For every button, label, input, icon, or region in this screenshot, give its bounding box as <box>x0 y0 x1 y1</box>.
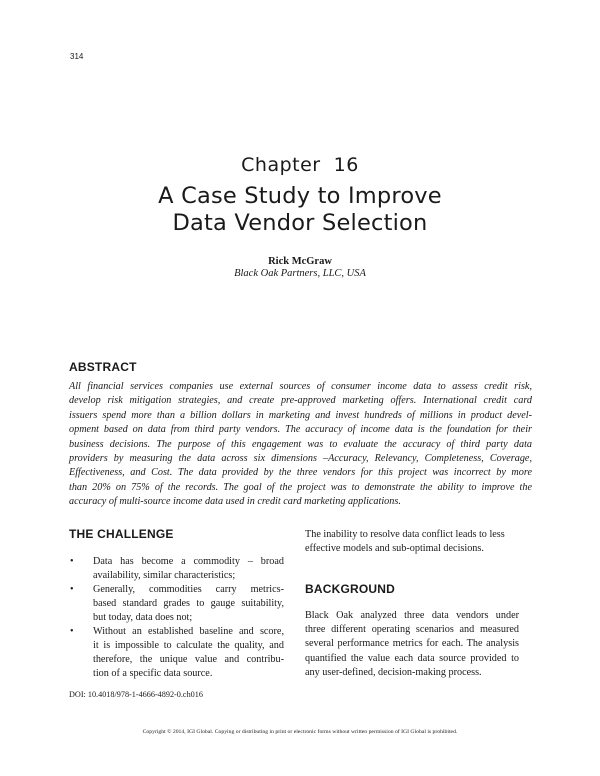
abstract-line: providers by measuring the data across six dimensions –Accuracy, Relevancy, Completeness, Coverage, <box>69 453 532 465</box>
chapter-label: Chapter 16 <box>241 154 359 176</box>
bullet-line: therefore, the unique value and contribu- <box>93 654 284 665</box>
challenge-bullet-list <box>69 555 284 681</box>
abstract-line: opment based on data from third party vendors. The accuracy of income data is the foundation for their <box>69 424 532 436</box>
bullet-line: it is impossible to calculate the quality, and <box>93 640 284 651</box>
chapter-title-line: Data Vendor Selection <box>172 210 428 236</box>
author-name: Rick McGraw <box>268 256 332 267</box>
challenge-heading: THE CHALLENGE <box>69 527 174 541</box>
bullet-line: tion of a specific data source. <box>93 668 213 679</box>
page-number: 314 <box>70 52 84 61</box>
abstract-line: accuracy of multi-source income data used in credit card marketing applications. <box>69 496 401 508</box>
list-item <box>69 583 284 625</box>
chapter-title-line: A Case Study to Improve <box>158 183 442 209</box>
paragraph-line: several performance metrics for each. The analysis <box>305 638 519 650</box>
conflict-paragraph <box>305 528 519 556</box>
paragraph-line: effective models and sub-optimal decisions. <box>305 543 484 554</box>
abstract-body <box>69 380 532 510</box>
bullet-line: but today, data does not; <box>93 612 193 623</box>
abstract-line: issuers spend more than a billion dollars in marketing and invest hundreds of millions in product devel- <box>69 409 532 421</box>
abstract-line: Effectiveness, and Cost. The data provided by the three vendors for this project was incorrect by more <box>69 467 532 479</box>
abstract-line: develop risk mitigation strategies, and create pre-approved marketing offers. International credit card <box>69 395 532 407</box>
bullet-line: availability, similar characteristics; <box>93 570 236 581</box>
paragraph-line: Black Oak analyzed three data vendors under <box>305 610 519 621</box>
paragraph-line: three different operating scenarios and measured <box>305 624 519 636</box>
background-body <box>305 609 519 680</box>
paragraph-line: The inability to resolve data conflict leads to less <box>305 529 505 540</box>
abstract-line: All financial services companies use external sources of consumer income data to assess credit risk, <box>69 381 532 392</box>
list-item <box>69 555 284 583</box>
abstract-line: business decisions. The purpose of this engagement was to evaluate the accuracy of third party data <box>69 438 532 450</box>
bullet-icon: • <box>70 556 74 567</box>
bullet-line: Without an established baseline and score, <box>93 626 284 637</box>
copyright-notice: Copyright © 2014, IGI Global. Copying or distributing in print or electronic forms without written permission of IGI Global is prohibited. <box>142 729 458 735</box>
list-item <box>69 625 284 681</box>
bullet-line: Data has become a commodity – broad <box>93 556 284 567</box>
bullet-line: based standard grades to gauge suitability, <box>93 598 284 609</box>
bullet-icon: • <box>70 626 74 637</box>
abstract-line: than 20% on 75% of the records. The goal of the project was to demonstrate the ability to improve the <box>69 481 532 493</box>
doi-link[interactable]: DOI: 10.4018/978-1-4666-4892-0.ch016 <box>69 690 203 699</box>
paragraph-line: any user-defined, decision-making process. <box>305 666 482 678</box>
bullet-line: Generally, commodities carry metrics- <box>93 584 284 595</box>
bullet-icon: • <box>70 584 74 595</box>
abstract-heading: ABSTRACT <box>69 360 137 374</box>
background-heading: BACKGROUND <box>305 582 395 596</box>
author-affiliation: Black Oak Partners, LLC, USA <box>234 268 366 279</box>
paragraph-line: quantified the value each data source provided to <box>305 652 519 664</box>
chapter-title <box>60 183 540 237</box>
